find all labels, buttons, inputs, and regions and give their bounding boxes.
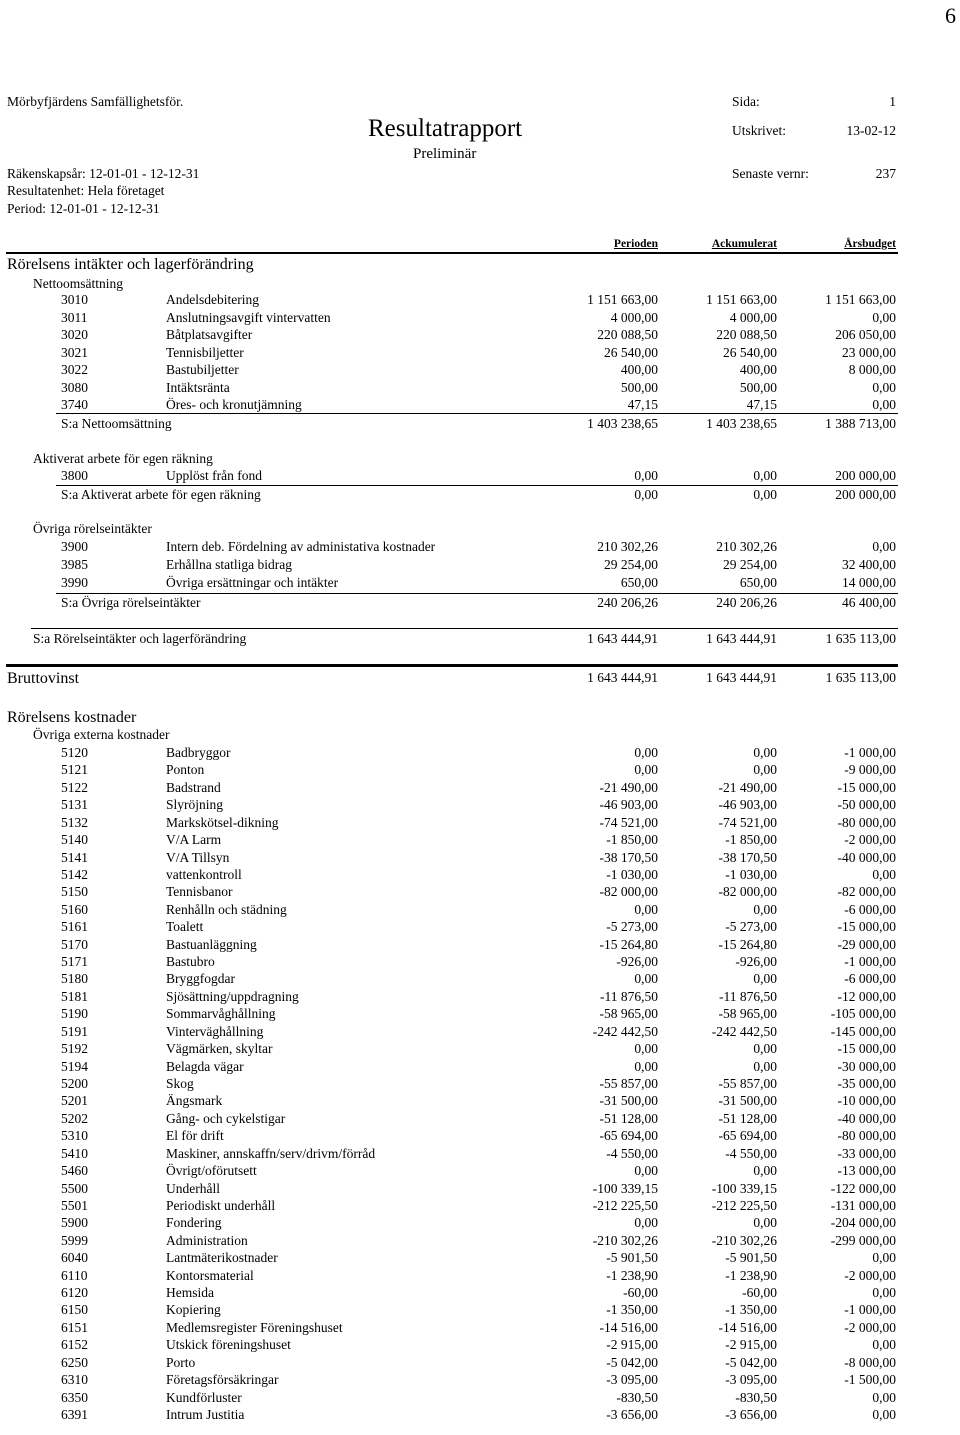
col-header-accumulated: Ackumulerat [711,238,777,250]
value-accumulated: 0,00 [753,468,777,483]
value-budget: -122 000,00 [830,1180,896,1196]
col-header-period: Perioden [613,238,658,250]
value-budget: -2 000,00 [844,1267,896,1283]
value-period: 0,00 [634,971,658,987]
value-budget: 0,00 [872,1406,896,1422]
value-period: -1 030,00 [606,866,658,882]
account-name: Skog [166,1075,194,1091]
account-name: Kontorsmaterial [166,1267,254,1283]
account-number: 3740 [61,397,88,412]
value-period: -1 238,90 [606,1267,658,1283]
account-name: Badstrand [166,779,221,795]
value-period: -65 694,00 [599,1128,658,1144]
account-number: 3020 [61,327,88,342]
account-number: 3800 [61,468,88,483]
account-name: Anslutningsavgift vintervatten [166,309,331,325]
sum-budget: 1 388 713,00 [825,416,896,431]
value-budget: 0,00 [872,1285,896,1301]
account-name: Erhållna statliga bidrag [166,557,292,572]
value-budget: -35 000,00 [837,1075,896,1091]
value-budget: -80 000,00 [837,1128,896,1144]
account-number: 6150 [61,1302,88,1318]
account-name: Båtplatsavgifter [166,327,253,342]
sum-budget: 1 635 113,00 [825,670,896,685]
value-budget: -12 000,00 [837,988,896,1004]
sum-budget: 200 000,00 [835,487,896,502]
value-budget: 8 000,00 [848,362,896,377]
value-budget: -204 000,00 [830,1215,896,1231]
value-budget: -105 000,00 [830,1006,896,1022]
value-period: 0,00 [634,468,658,483]
value-period: 1 151 663,00 [587,292,658,307]
value-accumulated: 0,00 [753,1163,777,1179]
value-budget: 14 000,00 [842,575,896,590]
sum-period: 1 403 238,65 [587,416,658,431]
account-name: Övriga ersättningar och intäkter [166,575,339,590]
value-period: 0,00 [634,901,658,917]
printed-label: Utskrivet: [732,123,786,138]
account-name: V/A Tillsyn [166,849,230,865]
sum-rule [31,628,898,629]
account-name: V/A Larm [166,832,222,848]
account-name: Badbryggor [166,745,231,760]
value-period: -82 000,00 [599,884,658,900]
report-subtitle: Preliminär [413,146,477,162]
value-budget: -40 000,00 [837,849,896,865]
value-period: 0,00 [634,1041,658,1057]
account-name: Belagda vägar [166,1058,244,1074]
value-budget: 0,00 [872,1250,896,1266]
value-period: -51 128,00 [599,1110,658,1126]
value-accumulated: -210 302,26 [711,1232,777,1248]
value-budget: -33 000,00 [837,1145,896,1161]
group-title-other-income: Övriga rörelseintäkter [33,521,152,536]
account-name: Bastuanläggning [166,936,257,952]
account-name: Kopiering [166,1302,221,1318]
section-title-costs: Rörelsens kostnader [7,709,137,726]
last-ver-value: 237 [875,166,896,181]
account-number: 5150 [61,884,88,900]
result-unit: Resultatenhet: Hela företaget [7,183,165,198]
value-budget: 0,00 [872,379,896,395]
value-accumulated: -3 095,00 [725,1372,777,1388]
value-budget: 0,00 [872,866,896,882]
value-accumulated: -1 350,00 [725,1302,777,1318]
account-number: 3022 [61,362,88,377]
value-accumulated: -100 339,15 [711,1180,777,1196]
value-accumulated: -1 030,00 [725,866,777,882]
value-budget: -299 000,00 [830,1232,896,1248]
value-budget: -29 000,00 [837,936,896,952]
account-number: 5310 [61,1128,88,1144]
value-accumulated: -15 264,80 [718,936,777,952]
sum-period: 0,00 [634,487,658,502]
value-budget: 32 400,00 [842,557,896,572]
value-accumulated: -5 901,50 [725,1250,777,1266]
account-number: 6250 [61,1354,88,1370]
account-name: Intern deb. Fördelning av administativa kostnader [166,539,436,554]
sum-rule [56,413,898,414]
value-period: -4 550,00 [606,1145,658,1161]
account-number: 5190 [61,1006,88,1022]
value-accumulated: -65 694,00 [718,1128,777,1144]
account-name: Utskick föreningshuset [166,1337,291,1353]
value-period: -212 225,50 [592,1197,658,1213]
account-name: Sommarvåghållning [166,1006,276,1022]
account-number: 3010 [61,292,88,307]
value-period: -14 516,00 [599,1319,658,1335]
value-accumulated: -46 903,00 [718,797,777,813]
report-title: Resultatrapport [368,115,523,142]
sum-period: 1 643 444,91 [587,670,658,685]
value-period: -21 490,00 [599,779,658,795]
value-budget: -40 000,00 [837,1110,896,1126]
fiscal-year: Räkenskapsår: 12-01-01 - 12-12-31 [7,166,200,181]
value-accumulated: -31 500,00 [718,1093,777,1109]
account-name: Upplöst från fond [166,468,262,483]
sum-accumulated: 1 643 444,91 [706,631,777,646]
value-accumulated: -1 238,90 [725,1267,777,1283]
value-period: 220 088,50 [597,327,658,342]
value-budget: 0,00 [872,1389,896,1405]
value-accumulated: -926,00 [735,954,777,970]
header-rule [6,252,898,254]
value-budget: -131 000,00 [830,1197,896,1213]
account-number: 5160 [61,901,88,917]
account-name: Andelsdebitering [166,292,259,307]
value-period: -100 339,15 [592,1180,658,1196]
account-name: Intrum Justitia [166,1406,245,1422]
value-period: 0,00 [634,1215,658,1231]
account-number: 5141 [61,849,88,865]
account-name: Lantmäterikostnader [166,1250,278,1266]
account-name: Medlemsregister Föreningshuset [166,1319,343,1335]
value-accumulated: 400,00 [739,362,777,377]
value-accumulated: -21 490,00 [718,779,777,795]
value-period: 0,00 [634,762,658,778]
account-number: 5410 [61,1145,88,1161]
value-accumulated: -74 521,00 [718,814,777,830]
org-name: Mörbyfjärdens Samfällighetsför. [7,94,184,109]
account-name: Vinterväghållning [166,1023,264,1039]
value-budget: -1 000,00 [844,745,896,760]
account-name: Bryggfogdar [166,971,235,987]
value-budget: -8 000,00 [844,1354,896,1370]
group-title-capitalized: Aktiverat arbete för egen räkning [33,451,213,466]
value-budget: -145 000,00 [830,1023,896,1039]
value-accumulated: 0,00 [753,1215,777,1231]
account-number: 6391 [61,1406,88,1422]
value-period: -38 170,50 [599,849,658,865]
account-number: 5191 [61,1023,88,1039]
value-budget: -50 000,00 [837,797,896,813]
account-number: 5200 [61,1075,88,1091]
value-budget: 23 000,00 [842,344,896,360]
account-number: 6350 [61,1389,88,1405]
sum-rule [6,664,898,667]
account-number: 5999 [61,1232,88,1248]
account-number: 6152 [61,1337,88,1353]
value-period: -46 903,00 [599,797,658,813]
account-number: 3990 [61,575,88,590]
account-name: Ängsmark [166,1093,223,1109]
account-number: 5140 [61,832,88,848]
value-accumulated: 47,15 [746,397,777,412]
period: Period: 12-01-01 - 12-12-31 [7,201,160,216]
sum-rule [56,593,898,594]
group-title-net-sales: Nettoomsättning [33,276,123,291]
account-number: 5460 [61,1163,88,1179]
account-number: 6310 [61,1372,88,1388]
value-period: -5 042,00 [606,1354,658,1370]
account-name: Maskiner, annskaffn/serv/drivm/förråd [166,1145,376,1161]
account-name: Företagsförsäkringar [166,1372,279,1388]
account-number: 5501 [61,1197,88,1213]
value-accumulated: 210 302,26 [716,539,777,554]
value-period: -830,50 [616,1389,658,1405]
value-period: -5 273,00 [606,919,658,935]
sum-accumulated: 1 643 444,91 [706,670,777,685]
value-budget: 1 151 663,00 [825,292,896,307]
value-accumulated: -212 225,50 [711,1197,777,1213]
value-budget: -15 000,00 [837,779,896,795]
value-period: 0,00 [634,1163,658,1179]
value-accumulated: 0,00 [753,745,777,760]
value-accumulated: -58 965,00 [718,1006,777,1022]
account-number: 3021 [61,344,88,360]
account-number: 5121 [61,762,88,778]
account-name: El för drift [166,1128,224,1144]
last-ver-label: Senaste vernr: [732,166,809,181]
account-number: 5122 [61,779,88,795]
account-name: vattenkontroll [166,866,242,882]
sum-label: S:a Aktiverat arbete för egen räkning [61,487,261,502]
account-name: Ponton [166,762,205,778]
sum-budget: 46 400,00 [842,595,896,610]
value-period: 400,00 [620,362,658,377]
value-accumulated: 1 151 663,00 [706,292,777,307]
value-period: 500,00 [620,379,658,395]
value-accumulated: 0,00 [753,1058,777,1074]
account-name: Tennisbiljetter [166,344,244,360]
value-period: -1 350,00 [606,1302,658,1318]
account-name: Administration [166,1232,248,1248]
account-number: 5201 [61,1093,88,1109]
account-number: 5181 [61,988,88,1004]
account-number: 5202 [61,1110,88,1126]
value-accumulated: -55 857,00 [718,1075,777,1091]
account-name: Tennisbanor [166,884,233,900]
value-budget: -30 000,00 [837,1058,896,1074]
group-title-external-costs: Övriga externa kostnader [33,727,170,742]
sum-accumulated: 0,00 [753,487,777,502]
value-budget: -1 000,00 [844,1302,896,1318]
account-name: Periodiskt underhåll [166,1197,276,1213]
account-name: Porto [166,1354,196,1370]
value-budget: -10 000,00 [837,1093,896,1109]
page-number: 6 [945,3,956,28]
account-number: 5180 [61,971,88,987]
value-accumulated: -242 442,50 [711,1023,777,1039]
account-name: Renhålln och städning [166,901,287,917]
value-budget: -80 000,00 [837,814,896,830]
value-accumulated: -11 876,50 [719,988,777,1004]
value-period: -926,00 [616,954,658,970]
value-period: 0,00 [634,1058,658,1074]
value-accumulated: 0,00 [753,1041,777,1057]
account-name: Slyröjning [166,797,224,813]
value-period: -74 521,00 [599,814,658,830]
value-budget: -2 000,00 [844,1319,896,1335]
value-period: -2 915,00 [606,1337,658,1353]
value-budget: 0,00 [872,397,896,412]
sum-budget: 1 635 113,00 [825,631,896,646]
value-accumulated: -5 042,00 [725,1354,777,1370]
value-accumulated: 650,00 [739,575,777,590]
account-name: Intäktsränta [166,379,230,395]
value-budget: 0,00 [872,1337,896,1353]
account-name: Bastubiljetter [166,362,239,377]
value-accumulated: 26 540,00 [723,344,777,360]
value-period: -15 264,80 [599,936,658,952]
account-name: Sjösättning/uppdragning [166,988,299,1004]
value-period: 650,00 [620,575,658,590]
value-accumulated: -3 656,00 [725,1406,777,1422]
value-budget: -2 000,00 [844,832,896,848]
account-number: 5161 [61,919,88,935]
value-budget: 206 050,00 [835,327,896,342]
account-number: 3985 [61,557,88,572]
value-period: -31 500,00 [599,1093,658,1109]
value-budget: -1 500,00 [844,1372,896,1388]
value-period: 29 254,00 [604,557,658,572]
value-budget: 0,00 [872,539,896,554]
account-number: 3011 [61,309,88,325]
printed-value: 13-02-12 [846,123,896,138]
sum-label: S:a Rörelseintäkter och lagerförändring [33,631,247,646]
account-number: 6120 [61,1285,88,1301]
value-period: -1 850,00 [606,832,658,848]
value-period: 210 302,26 [597,539,658,554]
value-accumulated: -82 000,00 [718,884,777,900]
value-accumulated: -4 550,00 [725,1145,777,1161]
value-accumulated: -1 850,00 [725,832,777,848]
value-budget: -13 000,00 [837,1163,896,1179]
col-header-budget: Årsbudget [844,238,896,250]
value-accumulated: 0,00 [753,901,777,917]
account-number: 5192 [61,1041,88,1057]
account-name: Underhåll [166,1180,220,1196]
account-number: 5170 [61,936,88,952]
sum-accumulated: 1 403 238,65 [706,416,777,431]
value-budget: -1 000,00 [844,954,896,970]
account-name: Toalett [166,919,204,935]
account-number: 5142 [61,866,88,882]
account-number: 6151 [61,1319,88,1335]
value-period: -3 656,00 [606,1406,658,1422]
sum-label: S:a Nettoomsättning [61,416,172,431]
value-period: -3 095,00 [606,1372,658,1388]
value-period: -60,00 [623,1285,658,1301]
value-budget: -15 000,00 [837,1041,896,1057]
account-number: 5900 [61,1215,88,1231]
account-name: Markskötsel-dikning [166,814,279,830]
value-budget: -6 000,00 [844,901,896,917]
page-label: Sida: [732,94,760,109]
value-period: 47,15 [627,397,658,412]
account-name: Fondering [166,1215,222,1231]
sum-accumulated: 240 206,26 [716,595,777,610]
value-accumulated: -2 915,00 [725,1337,777,1353]
value-period: -55 857,00 [599,1075,658,1091]
value-budget: -6 000,00 [844,971,896,987]
account-number: 5500 [61,1180,88,1196]
account-name: Övrigt/oförutsett [166,1163,257,1179]
value-period: 4 000,00 [610,309,658,325]
sum-label: S:a Övriga rörelseintäkter [61,595,201,610]
value-accumulated: -51 128,00 [718,1110,777,1126]
account-name: Gång- och cykelstigar [166,1110,286,1126]
value-budget: -15 000,00 [837,919,896,935]
value-period: 0,00 [634,745,658,760]
account-name: Hemsida [166,1285,214,1301]
value-period: -11 876,50 [600,988,658,1004]
value-accumulated: -14 516,00 [718,1319,777,1335]
account-number: 5131 [61,797,88,813]
value-accumulated: -5 273,00 [725,919,777,935]
account-number: 6040 [61,1250,88,1266]
value-accumulated: 4 000,00 [729,309,777,325]
account-name: Bastubro [166,954,215,970]
sum-label: Bruttovinst [7,670,80,687]
value-accumulated: 0,00 [753,971,777,987]
account-number: 5171 [61,954,88,970]
account-number: 5132 [61,814,88,830]
value-budget: 0,00 [872,309,896,325]
value-budget: -82 000,00 [837,884,896,900]
value-accumulated: 220 088,50 [716,327,777,342]
account-name: Öres- och kronutjämning [166,397,302,412]
value-accumulated: 0,00 [753,762,777,778]
value-accumulated: -60,00 [742,1285,777,1301]
sum-rule [56,485,898,486]
value-period: -5 901,50 [606,1250,658,1266]
account-number: 5194 [61,1058,88,1074]
value-accumulated: -38 170,50 [718,849,777,865]
account-number: 3080 [61,379,88,395]
account-number: 5120 [61,745,88,760]
value-accumulated: -830,50 [735,1389,777,1405]
sum-period: 240 206,26 [597,595,658,610]
sum-period: 1 643 444,91 [587,631,658,646]
value-period: 26 540,00 [604,344,658,360]
account-name: Vägmärken, skyltar [166,1041,273,1057]
value-accumulated: 29 254,00 [723,557,777,572]
account-number: 6110 [61,1267,88,1283]
section-title-income: Rörelsens intäkter och lagerförändring [7,256,254,273]
value-period: -58 965,00 [599,1006,658,1022]
account-number: 3900 [61,539,88,554]
value-accumulated: 500,00 [739,379,777,395]
value-period: -210 302,26 [592,1232,658,1248]
value-budget: 200 000,00 [835,468,896,483]
value-period: -242 442,50 [592,1023,658,1039]
value-budget: -9 000,00 [844,762,896,778]
page-value: 1 [889,94,896,109]
account-name: Kundförluster [166,1389,242,1405]
